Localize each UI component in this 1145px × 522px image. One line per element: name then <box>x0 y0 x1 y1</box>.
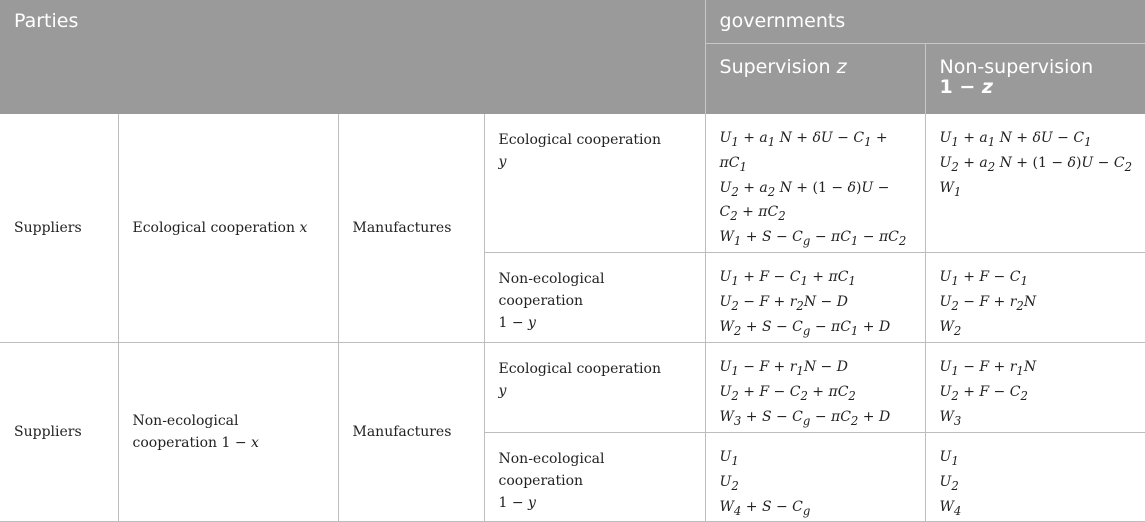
strategy2-cell: Ecological cooperation y <box>484 114 705 252</box>
payoff-non-supervision-cell: $U_1 + F - C_1$ $U_2 - F + r_2N$ $W_2$ <box>925 252 1145 342</box>
party2-cell: Manufactures <box>338 342 484 521</box>
payoff-supervision-cell: $U_1$ $U_2$ $W_4 + S - C_g$ <box>705 432 925 521</box>
strategy2-cell: Non-ecological cooperation 1 − y <box>484 252 705 342</box>
payoff-non-supervision-cell: $U_1 - F + r_1N$ $U_2 + F - C_2$ $W_3$ <box>925 342 1145 432</box>
strategy2-cell: Ecological cooperation y <box>484 342 705 432</box>
parties-header: Parties <box>0 0 705 114</box>
payoff-non-supervision-cell: $U_1$ $U_2$ $W_4$ <box>925 432 1145 521</box>
party1-cell: Suppliers <box>0 114 118 342</box>
payoff-supervision-cell: $U_1 + a_1$ $N + \delta U - C_1$ + $\pi C_1$ $U_2 + a_2$ N + (1 − δ)U − $C_2 + \pi C_2$ $W_1 + S - C_g - \pi C_1 - \pi C_2$ <box>705 114 925 252</box>
party2-cell: Manufactures <box>338 114 484 342</box>
party1-cell: Suppliers <box>0 342 118 521</box>
payoff-supervision-cell: $U_1 - F + r_1N - D$ $U_2 + F - C_2 + \pi C_2$ $W_3 + S - C_g - \pi C_2 + D$ <box>705 342 925 432</box>
strategy1-cell: Non-ecological cooperation 1 − x <box>118 342 338 521</box>
payoff-supervision-cell: $U_1 + F - C_1 + \pi C_1$ $U_2 - F + r_2N - D$ $W_2 + S - C_g - \pi C_1 + D$ <box>705 252 925 342</box>
governments-header: governments <box>705 0 1145 43</box>
strategy2-cell: Non-ecological cooperation 1 − y <box>484 432 705 521</box>
strategy1-cell: Ecological cooperation x <box>118 114 338 342</box>
payoff-non-supervision-cell: $U_1 + a_1$ $N + \delta U - C_1$ $U_2 + a_2$ $N + (1 - \delta)U - C_2$ $W_1$ <box>925 114 1145 252</box>
non-supervision-header: Non-supervision 1 − z <box>925 43 1145 114</box>
supervision-header: Supervision z <box>705 43 925 114</box>
